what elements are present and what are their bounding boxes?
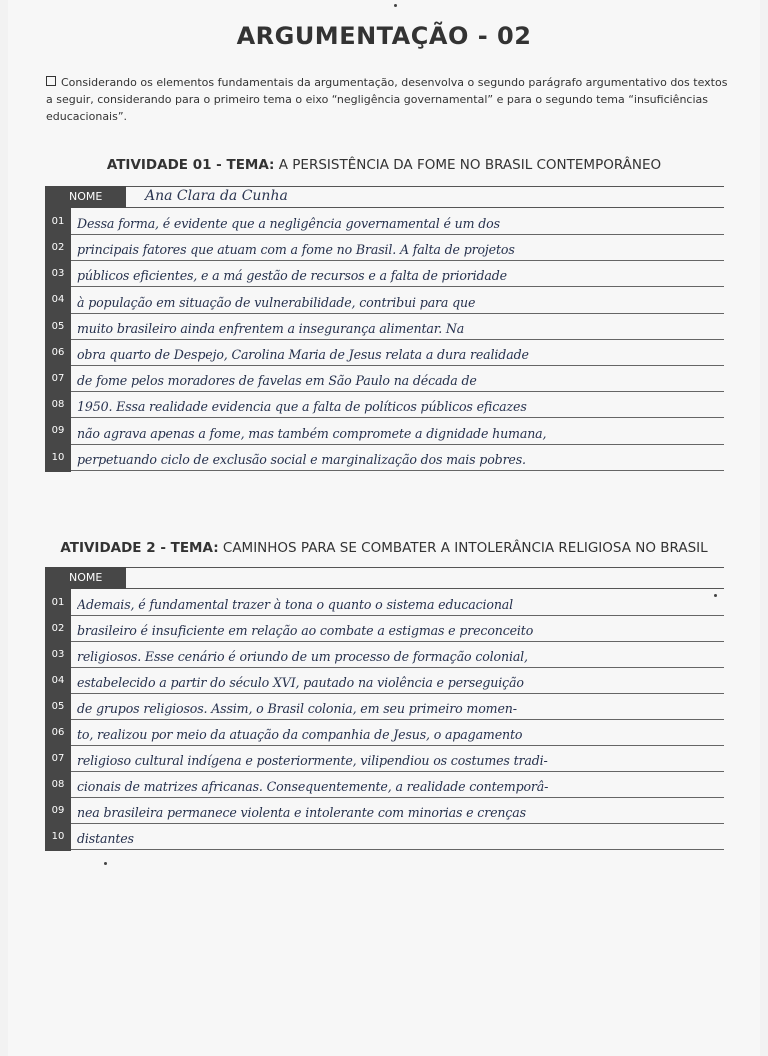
line-number: 04 xyxy=(51,675,65,686)
ruled-line xyxy=(71,313,724,314)
handwritten-line: cionais de matrizes africanas. Consequentemente, a realidade contemporâ- xyxy=(77,779,549,794)
activity-2-theme: CAMINHOS PARA SE COMBATER A INTOLERÂNCIA RELIGIOSA NO BRASIL xyxy=(222,540,708,556)
line-number: 09 xyxy=(51,805,65,816)
activity-2-writing-area xyxy=(45,567,724,851)
instructions xyxy=(46,74,736,125)
handwritten-line: à população em situação de vulnerabilidade, contribui para que xyxy=(77,294,476,310)
activity-1-writing-area xyxy=(45,186,724,472)
handwritten-line: muito brasileiro ainda enfrentem a insegurança alimentar. Na xyxy=(77,320,465,336)
ruled-line xyxy=(71,470,724,471)
handwritten-line: obra quarto de Despejo, Carolina Maria de Jesus relata a dura realidade xyxy=(77,347,529,362)
handwritten-line: brasileiro é insuficiente em relação ao combate a estigmas e preconceito xyxy=(77,623,534,638)
ruled-line xyxy=(71,365,724,366)
line-number: 02 xyxy=(51,623,65,634)
line-number: 03 xyxy=(51,268,65,280)
page-title: ARGUMENTAÇÃO - 02 xyxy=(236,22,532,50)
line-number: 10 xyxy=(51,451,65,463)
ruled-line xyxy=(71,823,724,824)
ruled-line xyxy=(71,641,724,642)
handwritten-line: não agrava apenas a fome, mas também compromete a dignidade humana, xyxy=(77,425,547,441)
ruled-line xyxy=(71,667,724,668)
ruled-line xyxy=(71,615,724,616)
handwritten-line: públicos eficientes, e a má gestão de recursos e a falta de prioridade xyxy=(77,268,507,284)
ruled-line xyxy=(71,719,724,720)
line-number: 09 xyxy=(51,425,65,437)
line-number: 06 xyxy=(51,727,65,738)
line-number: 07 xyxy=(51,373,65,384)
handwritten-line: religioso cultural indígena e posteriormente, vilipendiou os costumes tradi- xyxy=(77,753,548,768)
activity-1-name-value: Ana Clara da Cunha xyxy=(145,188,288,204)
line-number: 01 xyxy=(51,597,65,608)
line-number: 05 xyxy=(51,701,65,712)
ruled-line xyxy=(71,260,724,261)
handwritten-line: de grupos religiosos. Assim, o Brasil colonia, em seu primeiro momen- xyxy=(77,701,517,716)
activity-1-theme: A PERSISTÊNCIA DA FOME NO BRASIL CONTEMPORÂNEO xyxy=(278,157,662,173)
checkbox-icon xyxy=(46,76,56,86)
handwritten-line: to, realizou por meio da atuação da companhia de Jesus, o apagamento xyxy=(77,727,523,742)
scan-speck xyxy=(104,862,107,865)
handwritten-line: nea brasileira permanece violenta e intolerante com minorias e crenças xyxy=(77,805,526,820)
ruled-line xyxy=(71,417,724,418)
handwritten-line: Dessa forma, é evidente que a negligência governamental é um dos xyxy=(77,216,500,231)
ruled-line xyxy=(71,693,724,694)
handwritten-line: 1950. Essa realidade evidencia que a falta de políticos públicos eficazes xyxy=(77,399,527,415)
line-number: 06 xyxy=(51,346,65,358)
activity-1-name-label: NOME xyxy=(45,186,126,208)
line-number: 04 xyxy=(51,294,65,306)
line-number: 07 xyxy=(51,753,65,764)
handwritten-line: estabelecido a partir do século XVI, pautado na violência e perseguição xyxy=(77,675,524,690)
handwritten-line: Ademais, é fundamental trazer à tona o quanto o sistema educacional xyxy=(77,597,514,612)
line-number: 02 xyxy=(51,242,65,253)
activity-1-label: ATIVIDADE 01 - TEMA: xyxy=(106,157,275,173)
activity-2-label: ATIVIDADE 2 - TEMA: xyxy=(60,540,219,556)
handwritten-line: religiosos. Esse cenário é oriundo de um processo de formação colonial, xyxy=(77,649,528,664)
activity-1-heading xyxy=(0,157,768,173)
instructions-text: Considerando os elementos fundamentais da argumentação, desenvolva o segundo parágrafo argumentativo dos textos a seguir, considerando para o primeiro tema o eixo “negligência governamental” e para o segundo tema “insuficiências educacionais”. xyxy=(46,76,728,123)
ruled-line xyxy=(71,771,724,772)
activity-2-name-label: NOME xyxy=(45,567,126,589)
ruled-line xyxy=(71,745,724,746)
ruled-line xyxy=(71,339,724,340)
activity-2-name-line xyxy=(126,567,724,589)
ruled-line xyxy=(71,797,724,798)
ruled-line xyxy=(71,444,724,445)
line-number: 03 xyxy=(51,649,65,660)
line-number: 08 xyxy=(51,779,65,790)
activity-2-heading xyxy=(0,540,768,556)
line-number: 01 xyxy=(51,215,65,227)
line-number: 10 xyxy=(51,831,65,842)
ruled-line xyxy=(71,286,724,287)
scan-speck xyxy=(714,594,717,597)
handwritten-line: de fome pelos moradores de favelas em São Paulo na década de xyxy=(77,373,477,389)
ruled-line xyxy=(71,849,724,850)
handwritten-line: perpetuando ciclo de exclusão social e marginalização dos mais pobres. xyxy=(77,451,526,467)
ruled-line xyxy=(71,234,724,235)
scan-speck xyxy=(394,4,397,7)
ruled-line xyxy=(71,391,724,392)
line-number: 08 xyxy=(51,399,65,411)
handwritten-line: distantes xyxy=(77,831,134,846)
line-number: 05 xyxy=(51,320,65,332)
handwritten-line: principais fatores que atuam com a fome no Brasil. A falta de projetos xyxy=(77,242,515,258)
